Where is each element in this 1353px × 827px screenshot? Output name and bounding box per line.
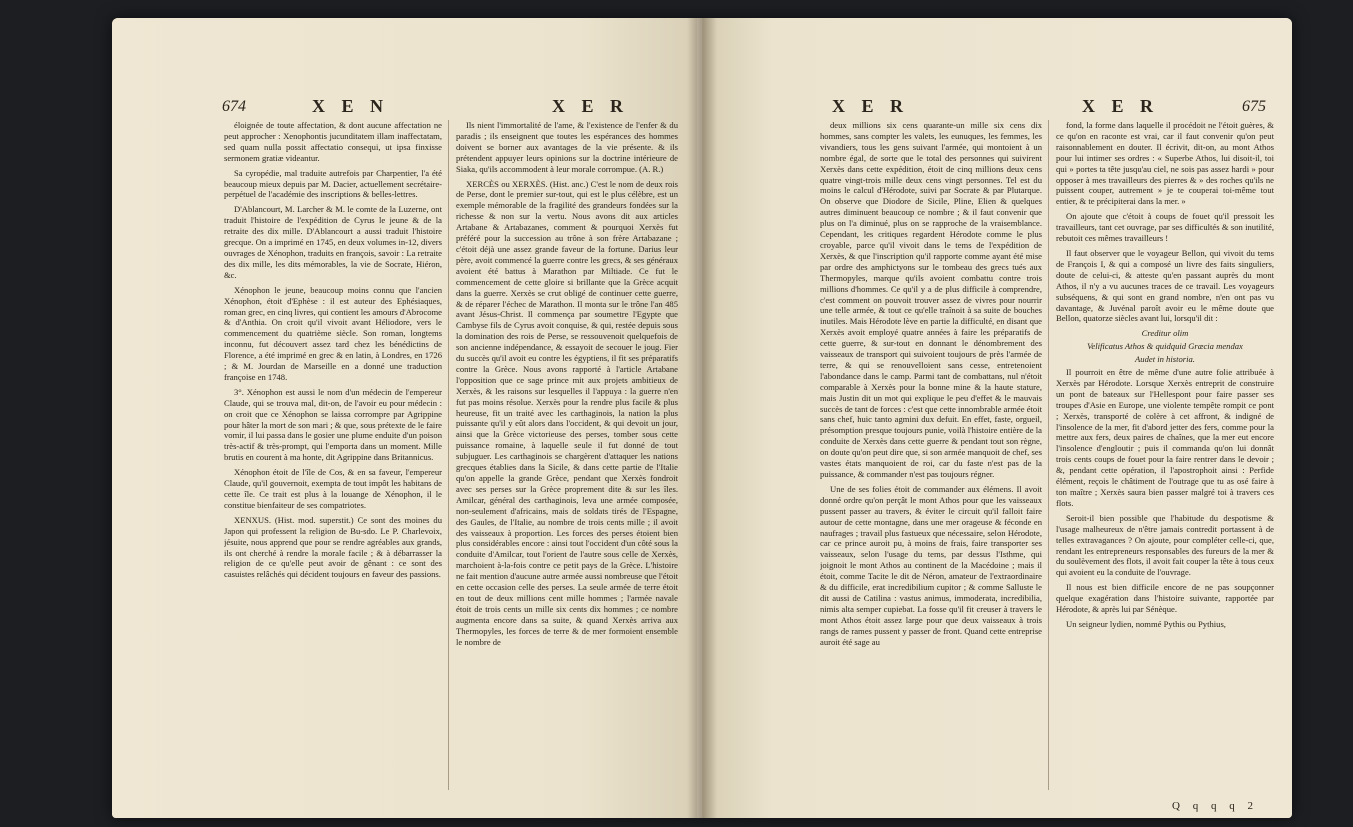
right-page-number: 675 [1242, 98, 1266, 115]
paragraph: XERCÈS ou XERXÈS. (Hist. anc.) C'est le nom de deux rois de Perse, dont le premier sur-tout, qui est le plus célèbre, est un exemple mémorable de la fragilité des grandeurs fondées sur la richesse & non sur la vertu. Nous avons dit aux articles Artabane & Artabazanes, comment & pourquoi Xerxès fut préféré pour la succession au trône à son frère Artabazane ; c'étoit déjà une assez grande faveur de la fortune. Darius leur père, avoit commencé la guerre contre les grecs, & ses généraux avoient été battus à Marathon par Miltiade. Ce fut le commencement de cette gloire si brillante que la Grèce acquit dans la guerre. Xerxès se crut obligé de continuer cette guerre, & de réparer l'échec de Marathon. Il monta sur le trône l'an 485 avant Jésus-Christ. Il commença par soumettre l'Egypte que Cambyse fils de Cyrus avoit conquise, & qui, restée depuis sous la domination des rois de Perse, se ressouvenoit quelquefois de son ancienne indépendance, & essayoit de secouer le joug. Fier du succès qu'il avoit eu contre les égyptiens, il fit ses préparatifs contre la Grèce. Nous avons rapporté à l'article Artabane l'opposition que ce sage prince mit aux projets ambitieux de Xerxès, & les raisons sur lesquelles il l'appuya : la guerre n'en fut pas moins résolue. Xerxès pour la rendre plus facile & plus heureuse, fit un traité avec les carthaginois, la nation la plus puissante qu'il y eût alors dans l'occident, & qui devoit un jour, ainsi que la Grèce victorieuse des perses, tomber sous cette puissance romaine, à laquelle seule il fut donné de tout subjuguer. Les carthaginois se chargèrent d'attaquer les nations grecques établies dans la Sicile, & dans cette partie de l'Italie qu'on appelle la grande Grèce, pendant que Xerxès fondroit avec ses perses sur la Grèce proprement dite & sur les îles. Amilcar, général des carthaginois, leva une armée composée, non-seulement d'africains, mais de soldats tirés de l'Espagne, des Gaules, de l'Italie, au nombre de trois cents mille ; il avoit des vaisseaux à proportion. Les forces des perses étoient bien plus considérables encore : ainsi tout l'occident d'un côté sous la conduite d'Amilcar, tout l'orient de l'autre sous celle de Xerxès, marchoient à-la-fois contre ce petit pays de la Grèce. L'histoire ne fait mention d'aucune autre armée aussi nombreuse que l'étoit en cette occasion celle des perses. La seule armée de terre étoit en tout de deux millions cent mille hommes ; l'armée navale étoit de trois cents un mille six cents dix hommes ; ce nombre augmenta encore dans sa suite, & quand Xerxès arriva aux Thermopyles, les forces de terre & de mer formoient ensemble le nombre de [456, 178, 678, 647]
paragraph: Il nous est bien difficile encore de ne pas soupçonner quelque exagération dans l'histoire suivante, rapportée par Hérodote, & après lui par Sénèque. [1056, 582, 1274, 615]
right-running-head-right: X E R [1082, 96, 1160, 116]
left-column-2 [456, 120, 678, 800]
left-column-1 [224, 120, 442, 800]
open-book [112, 18, 1292, 818]
left-page [112, 18, 697, 818]
verse-line: Audet in historia. [1135, 354, 1195, 365]
right-running-head-left: X E R [832, 96, 910, 116]
paragraph: Ils nient l'immortalité de l'ame, & l'existence de l'enfer & du paradis ; ils enseignent que toutes les espérances des hommes doivent se borner aux avantages de la vie présente. & ils prétendent appuyer leurs opinions sur la doctrine intérieure de Siaka, qu'ils accommodent à leur morale corrompue. (A. R.) [456, 120, 678, 174]
book-gutter [687, 18, 717, 818]
verse-line: Creditur olim [1141, 328, 1189, 339]
paragraph: Une de ses folies étoit de commander aux élémens. Il avoit donné ordre qu'on perçât le mont Athos pour que les vaisseaux pussent passer au travers, & éviter le circuit qu'il falloit faire autour de cette montagne, dans une mer orageuse & féconde en naufrages ; travail plus fastueux que nécessaire, selon Hérodote, car ce prince auroit pu, à moins de frais, faire transporter ses vaisseaux, selon l'usage du tems, par dessus l'Isthme, qui joignoit le mont Athos au continent de la Macédoine ; mais il étoit, comme Tacite le dit de Néron, amateur de l'extraordinaire & du difficile, erat incredibilium cupitor ; & comme Salluste le dit aussi de Catilina : vastus animus, immoderata, incredibilia, nimis alta semper cupiebat. La fosse qu'il fit creuser à travers le mont Athos étoit assez large pour que deux vaisseaux à trois rangs de rames pussent y passer de front. Quand cette entreprise auroit été sage au [820, 483, 1042, 647]
paragraph: Il pourroit en être de même d'une autre folie attribuée à Xerxès par Hérodote. Lorsque Xerxès entreprit de construire un pont de bateaux sur l'Hellespont pour faire passer ses troupes d'Asie en Europe, une violente tempête rompit ce pont ; Xerxès, transporté de colère à cet affront, & indigné de l'insolence de la mer, fit d'abord jetter des fers, comme pour la mettre aux fers, deux paires de chaînes, que la mer eut encore l'insolence d'engloutir ; puis il commanda qu'on lui donnât trois cents coups de fouet pour la faire rentrer dans le devoir ; &, pendant cette opération, il l'apostrophoit ainsi : Perfide élément, reçois le châtiment de l'outrage que tu as osé faire à ton maître ; Xerxès saura bien passer malgré toi à travers ces flots. [1056, 367, 1274, 508]
paragraph: Un seigneur lydien, nommé Pythis ou Pythius, [1066, 618, 1226, 629]
left-running-head-left: X E N [312, 96, 390, 116]
left-page-number: 674 [222, 98, 246, 115]
column-rule [448, 120, 449, 790]
column-rule [1048, 120, 1049, 790]
paragraph: XENXUS. (Hist. mod. superstit.) Ce sont des moines du Japon qui professent la religion de Bu-sdo. Le P. Charlevoix, jésuite, nous apprend que pour se rendre agréables aux grands, ils ont cherché à rendre la morale facile ; & à débarrasser la religion de ce qu'elle peut avoir de gênant : ce sont des casuistes relâchés qui décident toujours en faveur des passions. [224, 514, 442, 580]
paragraph: 3°. Xénophon est aussi le nom d'un médecin de l'empereur Claude, qui se trouva mal, dit-on, de l'avoir eu pour médecin : on croit que ce Xénophon se laissa corrompre par Agrippine pour hâter la mort de son mari ; & que, sous prétexte de le faire vomir, il lui passa dans le gosier une plume enduite d'un poison très-actif & très-prompt, qui l'emporta dans un moment. Mille brutis en courent à ma honte, dit Agrippine dans Britannicus. [224, 386, 442, 463]
right-column-1 [820, 120, 1042, 800]
paragraph: Il faut observer que le voyageur Bellon, qui vivoit du tems de François I, & qui a composé un livre des faits singuliers, doute de celui-ci, & atteste qu'en passant auprès du mont Athos, il n'y a vu aucunes traces de ce travail. Les voyageurs subséquens, & qui sont en grand nombre, n'en ont pas vu davantage, & Juvénal paroît avoir eu le même doute que Bellon, quatorze siècles avant lui, lorsqu'il dit : [1056, 247, 1274, 324]
right-column-2 [1056, 120, 1274, 800]
paragraph: Sa cyropédie, mal traduite autrefois par Charpentier, l'a été beaucoup mieux depuis par M. Dacier, actuellement secrétaire-perpétuel de l'académie des inscriptions & belles-lettres. [224, 167, 442, 200]
paragraph: fond, la forme dans laquelle il procédoit ne l'étoit guères, & ce qu'on en raconte est vrai, car il faut convenir qu'on peut raisonnablement en douter. Il écrivit, dit-on, au mont Athos pour lui intimer ses ordres : « Superbe Athos, lui disoit-il, toi qui » portes ta tête jusqu'au ciel, ne sois pas assez hardi » pour opposer à mes travailleurs des pierres & » des roches qu'ils ne puissent couper, autrement » je te couperai toi-même tout entier, & te précipiterai dans la mer. » [1056, 120, 1274, 207]
paragraph: D'Ablancourt, M. Larcher & M. le comte de la Luzerne, ont traduit l'histoire de l'expédition de Cyrus le jeune & de la retraite des dix mille. D'Ablancourt a aussi traduit l'histoire grecque. On a imprimé en 1745, en deux volumes in-12, divers ouvrages de Xénophon, traduits en françois, savoir : La retraite des dix mille, les dits mémorables, la vie de Socrate, Hiéron, &c. [224, 204, 442, 280]
paragraph: Xénophon étoit de l'île de Cos, & en sa faveur, l'empereur Claude, qu'il gouvernoit, exempta de tout impôt les habitans de cette île. Ce trait est plus à la louange de Xénophon, il le constitue bienfaiteur de ses compatriotes. [224, 467, 442, 510]
signature-mark: Q q q q 2 [1172, 800, 1258, 812]
paragraph: Seroit-il bien possible que l'habitude du despotisme & l'usage malheureux de n'être jamais contredit portassent à de telles extravagances ? On ajoute, pour compléter celle-ci, que, rendant les entrepreneurs responsables des fureurs de la mer & du soulèvement des flots, il avoit fait couper la tête à tous ceux qui avoient eu la conduite de l'ouvrage. [1056, 512, 1274, 578]
left-running-head-right: X E R [552, 96, 630, 116]
right-page [702, 18, 1292, 818]
paragraph: éloignée de toute affectation, & dont aucune affectation ne peut approcher : Xenophontis jucunditatem illam inaffectatam, sed quam nulla possit affectatio consequi, ut ipsa finxisse sermonem gratiæ videantur. [224, 120, 442, 163]
verse-line: Velificatus Athos & quidquid Græcia mendax [1087, 341, 1243, 352]
paragraph: Xénophon le jeune, beaucoup moins connu que l'ancien Xénophon, étoit d'Ephèse : il est auteur des Ephésiaques, roman grec, en cinq livres, qui contient les amours d'Abrocome & d'Anthia. On croit qu'il vivoit avant Héliodore, vers le commencement du quatrième siècle. Son roman, longtems inconnu, fut découvert assez tard chez les bénédictins de Florence, a été imprimé en grec & en latin, à Londres, en 1726 ; & M. Jourdan de Marseille en a donné une traduction françoise en 1748. [224, 284, 442, 382]
paragraph: On ajoute que c'étoit à coups de fouet qu'il pressoit les travailleurs, tant cet ouvrage, par ses difficultés & son inutilité, rebutoit ces mêmes travailleurs ! [1056, 211, 1274, 244]
paragraph: deux millions six cens quarante-un mille six cens dix hommes, sans compter les valets, les eunuques, les femmes, les vivandiers, tous les gens suivant l'armée, qui montoient à un nombre égal, de sorte que le total des personnes qui suivirent Xerxès dans cette expédition, étoit de cinq millions deux cens quatre vingt-trois mille deux cens vingt personnes. Tel est du moins le calcul d'Hérodote, suivi par Socrate & par Plutarque. On observe que Diodore de Sicile, Pline, Elien & quelques autres diminuent beaucoup ce nombre ; & il faut convenir que plus on l'a diminué, plus on se rapproche de la vraisemblance. Cependant, les critiques regardent Hérodote comme le plus croyable, parce qu'il vivoit dans le tems de l'expédition de Xerxès, & que l'inscription qu'il rapporte comme ayant été mise par ordre des amphictyons sur le tombeau des grecs tués aux Thermopyles, marque qu'ils avoient combattu contre trois millions d'hommes. Ce qu'il y a de plus difficile à comprendre, c'est comment on pouvoit trouver assez de vivres pour nourrir une telle armée, & tout ce qu'elle traînoit à sa suite de bouches inutiles. Mais Hérodote lève en partie la difficulté, en disant que Xerxès avoit employé quatre années à faire les préparatifs de cette guerre, & sur-tout en donnant le dénombrement des vaisseaux de transport qui suivoient toujours de près l'armée de terre, & qui se renouvelloient sans cesse, entretenoient l'abondance dans le camp. Parmi tant de combattans, nul n'étoit comparable à Xerxès pour la bonne mine & la haute stature, mais Justin dit un mot qui explique le peu d'effet & le mauvais succès de tant de forces : c'est que cette innombrable armée étoit sans chef, huic tanto agmini dux defuit. En effet, faste, orgueil, présomption presque toujours punie, voilà l'histoire entière de la conduite de Xerxès dans cette guerre & pendant tout son règne, on doute qu'on peut dire que, si son armée manquoit de chef, ses vastes états manquoient de roi, car du faste n'est pas de la puissance, & commander n'est pas toujours régner. [820, 120, 1042, 479]
